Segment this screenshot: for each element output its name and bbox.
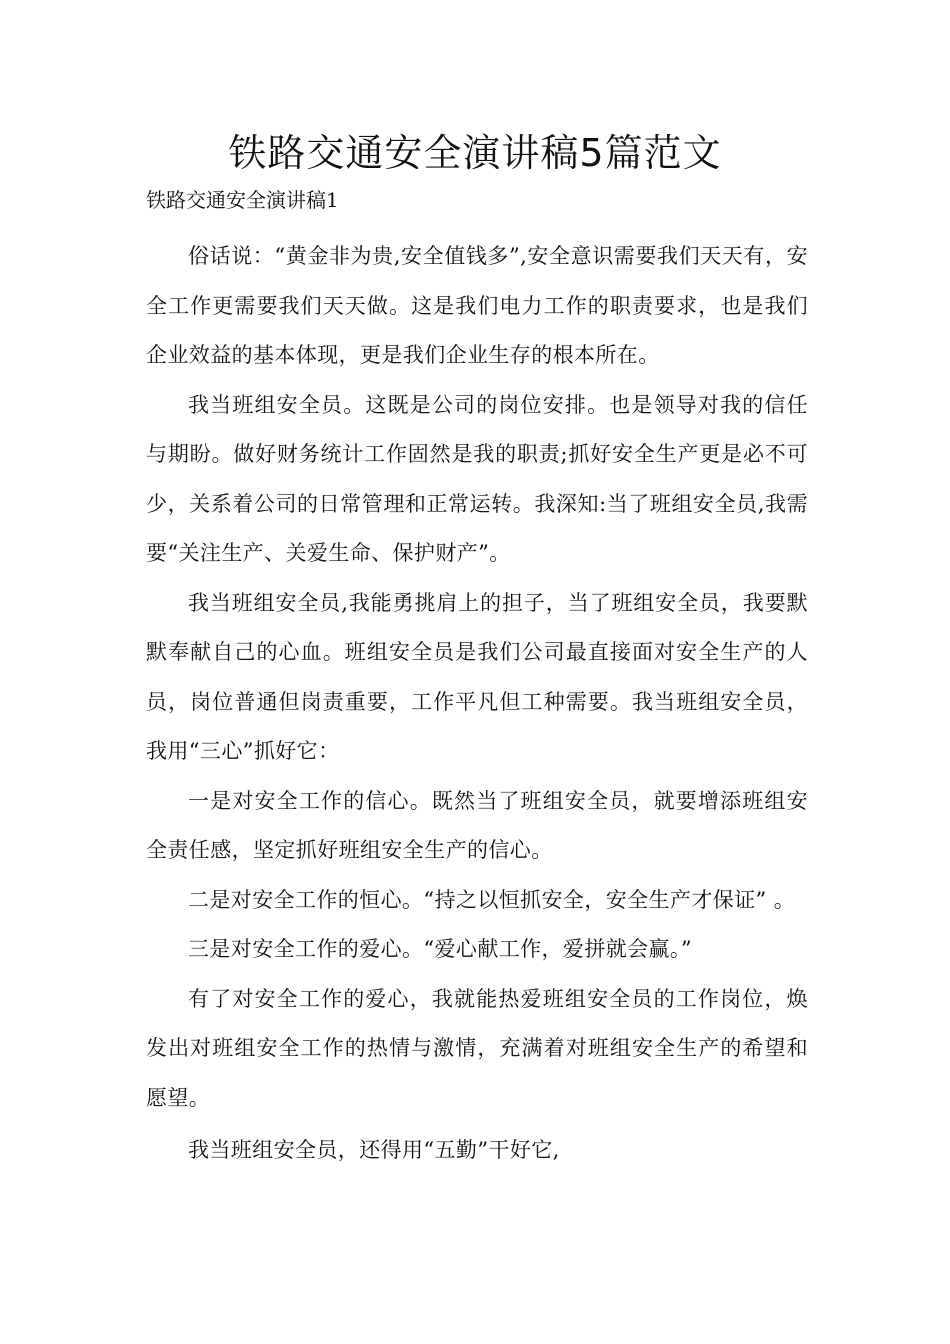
paragraph: 二是对安全工作的恒心。“持之以恒抓安全，安全生产才保证” 。 [188, 887, 796, 912]
document-body [146, 232, 808, 1176]
paragraph: 我当班组安全员，还得用“五勤”干好它, [188, 1138, 560, 1162]
paragraph: 我当班组安全员。这既是公司的岗位安排。也是领导对我的信任与期盼。做好财务统计工作固然是我的职责;抓好安全生产更是必不可少，关系着公司的日常管理和正常运转。我深知:当了班组安全员,我需要“关注生产、关爱生命、保护财产”。 [146, 392, 808, 565]
paragraph: 俗话说：“黄金非为贵,安全值钱多”,安全意识需要我们天天有，安全工作更需要我们天天做。这是我们电力工作的职责要求，也是我们企业效益的基本体现，更是我们企业生存的根本所在。 [146, 244, 808, 367]
paragraph: 有了对安全工作的爱心，我就能热爱班组安全员的工作岗位，焕发出对班组安全工作的热情与激情，充满着对班组安全生产的希望和愿望。 [146, 986, 808, 1110]
paragraph: 三是对安全工作的爱心。“爱心献工作，爱拼就会赢。” [188, 937, 692, 961]
paragraph: 我当班组安全员,我能勇挑肩上的担子，当了班组安全员，我要默默奉献自己的心血。班组安全员是我们公司最直接面对安全生产的人员，岗位普通但岗责重要，工作平凡但工种需要。我当班组安全员，我用“三心”抓好它： [146, 590, 808, 763]
document-title: 铁路交通安全演讲稿5篇范文 [228, 131, 722, 175]
paragraph: 一是对安全工作的信心。既然当了班组安全员，就要增添班组安全责任感，坚定抓好班组安全生产的信心。 [146, 788, 808, 862]
document-subtitle: 铁路交通安全演讲稿1 [146, 188, 339, 212]
